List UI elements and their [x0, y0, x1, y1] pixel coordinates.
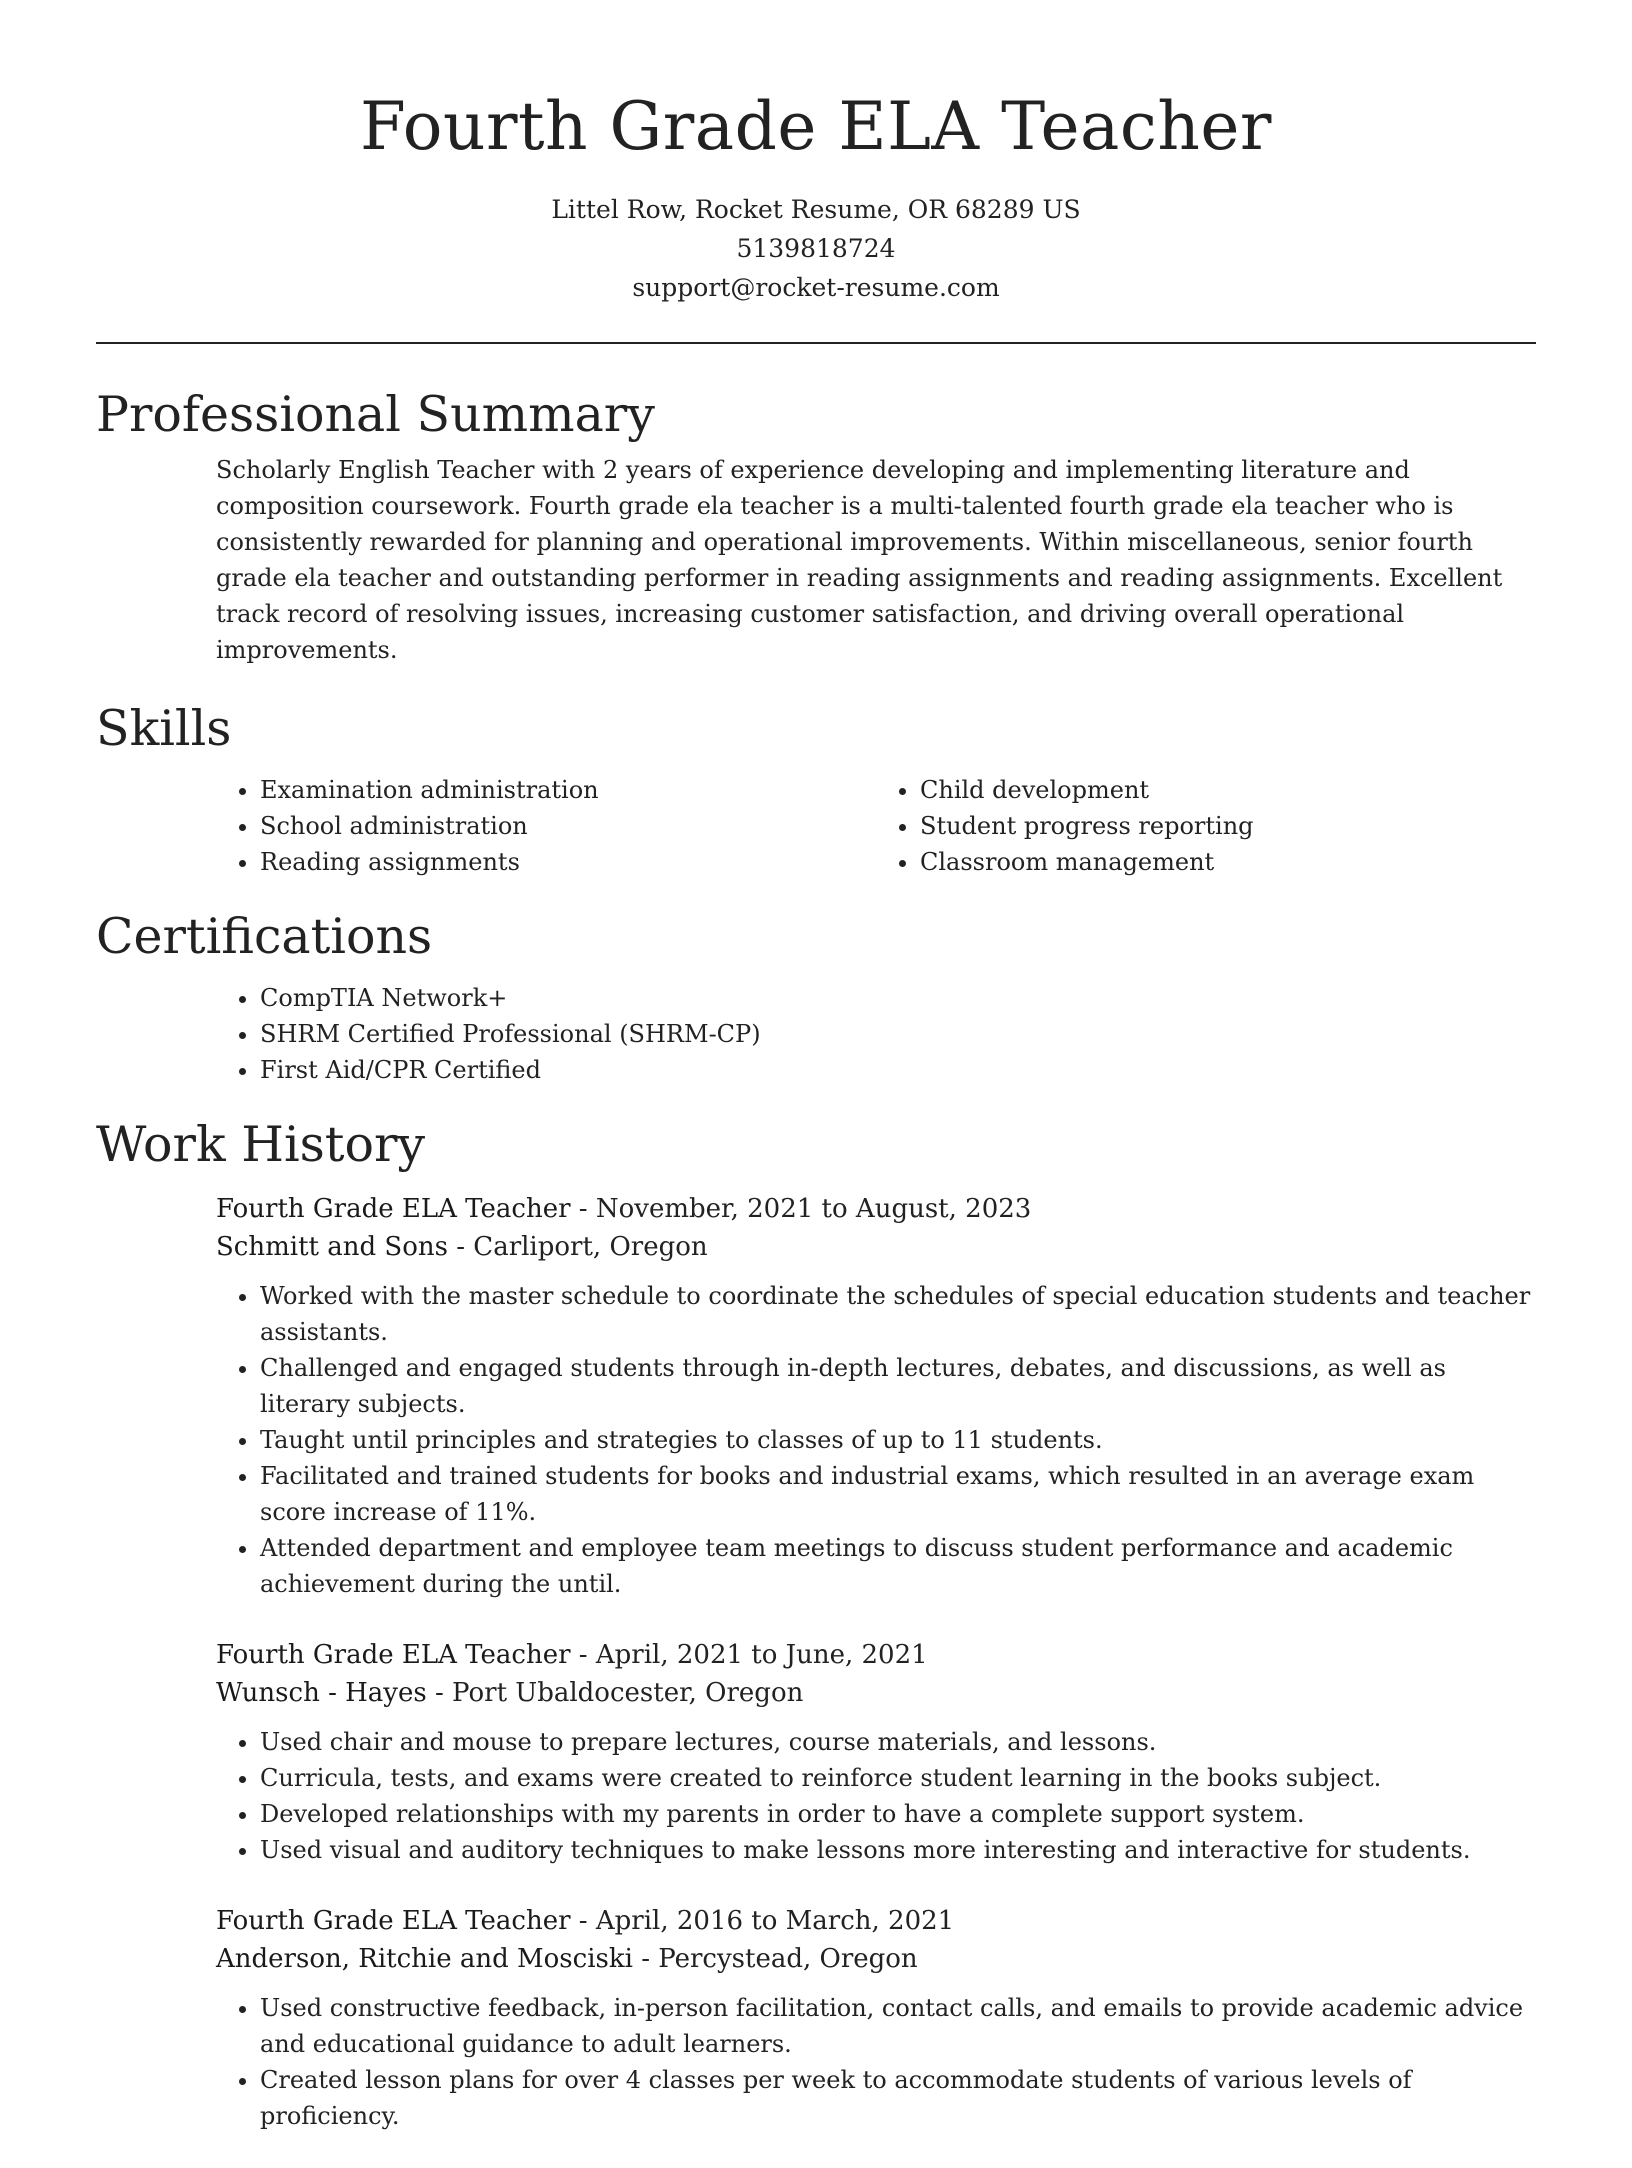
skills-column-right — [876, 772, 1536, 880]
skill-item: • School administration — [260, 808, 876, 844]
certification-item: • SHRM Certified Professional (SHRM-CP) — [260, 1016, 1536, 1052]
job-bullet: • Used constructive feedback, in-person facilitation, contact calls, and emails to provide academic advice and educational guidance to adult learners. — [260, 1990, 1536, 2062]
job-entry — [216, 1190, 1536, 1602]
job-company-line: Anderson, Ritchie and Mosciski - Percystead, Oregon — [216, 1944, 918, 1974]
summary-heading: Professional Summary — [96, 386, 655, 443]
job-bullet: • Worked with the master schedule to coordinate the schedules of special education students and teacher assistants. — [260, 1278, 1536, 1350]
phone-number: 5139818724 — [736, 234, 896, 263]
job-location: Carliport, Oregon — [473, 1232, 708, 1262]
resume-header — [0, 0, 1632, 307]
skill-item: • Student progress reporting — [920, 808, 1536, 844]
job-bullet: • Curricula, tests, and exams were created to reinforce student learning in the books subject. — [260, 1760, 1536, 1796]
job-bullet: • Created lesson plans for over 4 classes per week to accommodate students of various levels of proficiency. — [260, 2062, 1536, 2134]
job-location: Port Ubaldocester, Oregon — [452, 1678, 804, 1708]
job-dates: April, 2016 to March, 2021 — [595, 1906, 955, 1936]
certification-item: • CompTIA Network+ — [260, 980, 1536, 1016]
job-company: Wunsch - Hayes — [216, 1678, 427, 1708]
job-bullet: • Facilitated and trained students for books and industrial exams, which resulted in an average exam score increase of 11%. — [260, 1458, 1536, 1530]
skill-item: • Examination administration — [260, 772, 876, 808]
job-bullet: • Attended department and employee team meetings to discuss student performance and academic achievement during the until. — [260, 1530, 1536, 1602]
job-company-line: Wunsch - Hayes - Port Ubaldocester, Oregon — [216, 1678, 804, 1708]
contact-info — [0, 190, 1632, 307]
candidate-name: Fourth Grade ELA Teacher — [360, 88, 1272, 165]
job-role: Fourth Grade ELA Teacher — [216, 1194, 571, 1224]
job-bullet: • Developed relationships with my parents in order to have a complete support system. — [260, 1796, 1536, 1832]
summary-text: Scholarly English Teacher with 2 years of experience developing and implementing literature and composition coursework. Fourth grade ela teacher is a multi-talented fourth grade ela teacher who is consistently rewarded for planning and operational improvements. Within miscellaneous, senior fourth grade ela teacher and outstanding performer in reading assignments and reading assignments. Excellent track record of resolving issues, increasing customer satisfaction, and driving overall operational improvements. — [216, 456, 1503, 664]
skill-item: • Reading assignments — [260, 844, 876, 880]
job-company: Anderson, Ritchie and Mosciski — [216, 1944, 633, 1974]
job-bullets — [216, 1278, 1536, 1602]
job-dates: April, 2021 to June, 2021 — [595, 1640, 928, 1670]
certification-item: • First Aid/CPR Certified — [260, 1052, 1536, 1088]
job-location: Percystead, Oregon — [658, 1944, 918, 1974]
job-role: Fourth Grade ELA Teacher — [216, 1906, 571, 1936]
skill-item: • Child development — [920, 772, 1536, 808]
skills-heading: Skills — [96, 700, 232, 757]
address: Littel Row, Rocket Resume, OR 68289 US — [551, 195, 1081, 224]
job-bullet: • Used chair and mouse to prepare lectures, course materials, and lessons. — [260, 1724, 1536, 1760]
job-company-line: Schmitt and Sons - Carliport, Oregon — [216, 1232, 708, 1262]
skill-item: • Classroom management — [920, 844, 1536, 880]
job-bullet: • Used visual and auditory techniques to make lessons more interesting and interactive for students. — [260, 1832, 1536, 1868]
job-entry — [216, 1902, 1536, 2134]
job-bullet: • Challenged and engaged students through in-depth lectures, debates, and discussions, as well as literary subjects. — [260, 1350, 1536, 1422]
work-history-heading: Work History — [96, 1116, 426, 1173]
certifications-list — [216, 980, 1536, 1088]
skills-list — [216, 772, 1536, 880]
job-bullets — [216, 1724, 1536, 1868]
email-address: support@rocket-resume.com — [632, 273, 1000, 302]
job-title-line: Fourth Grade ELA Teacher - April, 2021 to June, 2021 — [216, 1640, 928, 1670]
job-title-line: Fourth Grade ELA Teacher - November, 2021 to August, 2023 — [216, 1194, 1032, 1224]
header-divider — [96, 342, 1536, 344]
certifications-heading: Certifications — [96, 908, 433, 965]
certifications-items — [216, 980, 1536, 1088]
job-role: Fourth Grade ELA Teacher — [216, 1640, 571, 1670]
job-bullet: • Taught until principles and strategies to classes of up to 11 students. — [260, 1422, 1536, 1458]
job-title-line: Fourth Grade ELA Teacher - April, 2016 to March, 2021 — [216, 1906, 955, 1936]
skills-column-left — [216, 772, 876, 880]
job-dates: November, 2021 to August, 2023 — [595, 1194, 1032, 1224]
job-bullets — [216, 1990, 1536, 2134]
job-company: Schmitt and Sons — [216, 1232, 448, 1262]
resume-content — [96, 380, 1536, 2168]
job-entry — [216, 1636, 1536, 1868]
